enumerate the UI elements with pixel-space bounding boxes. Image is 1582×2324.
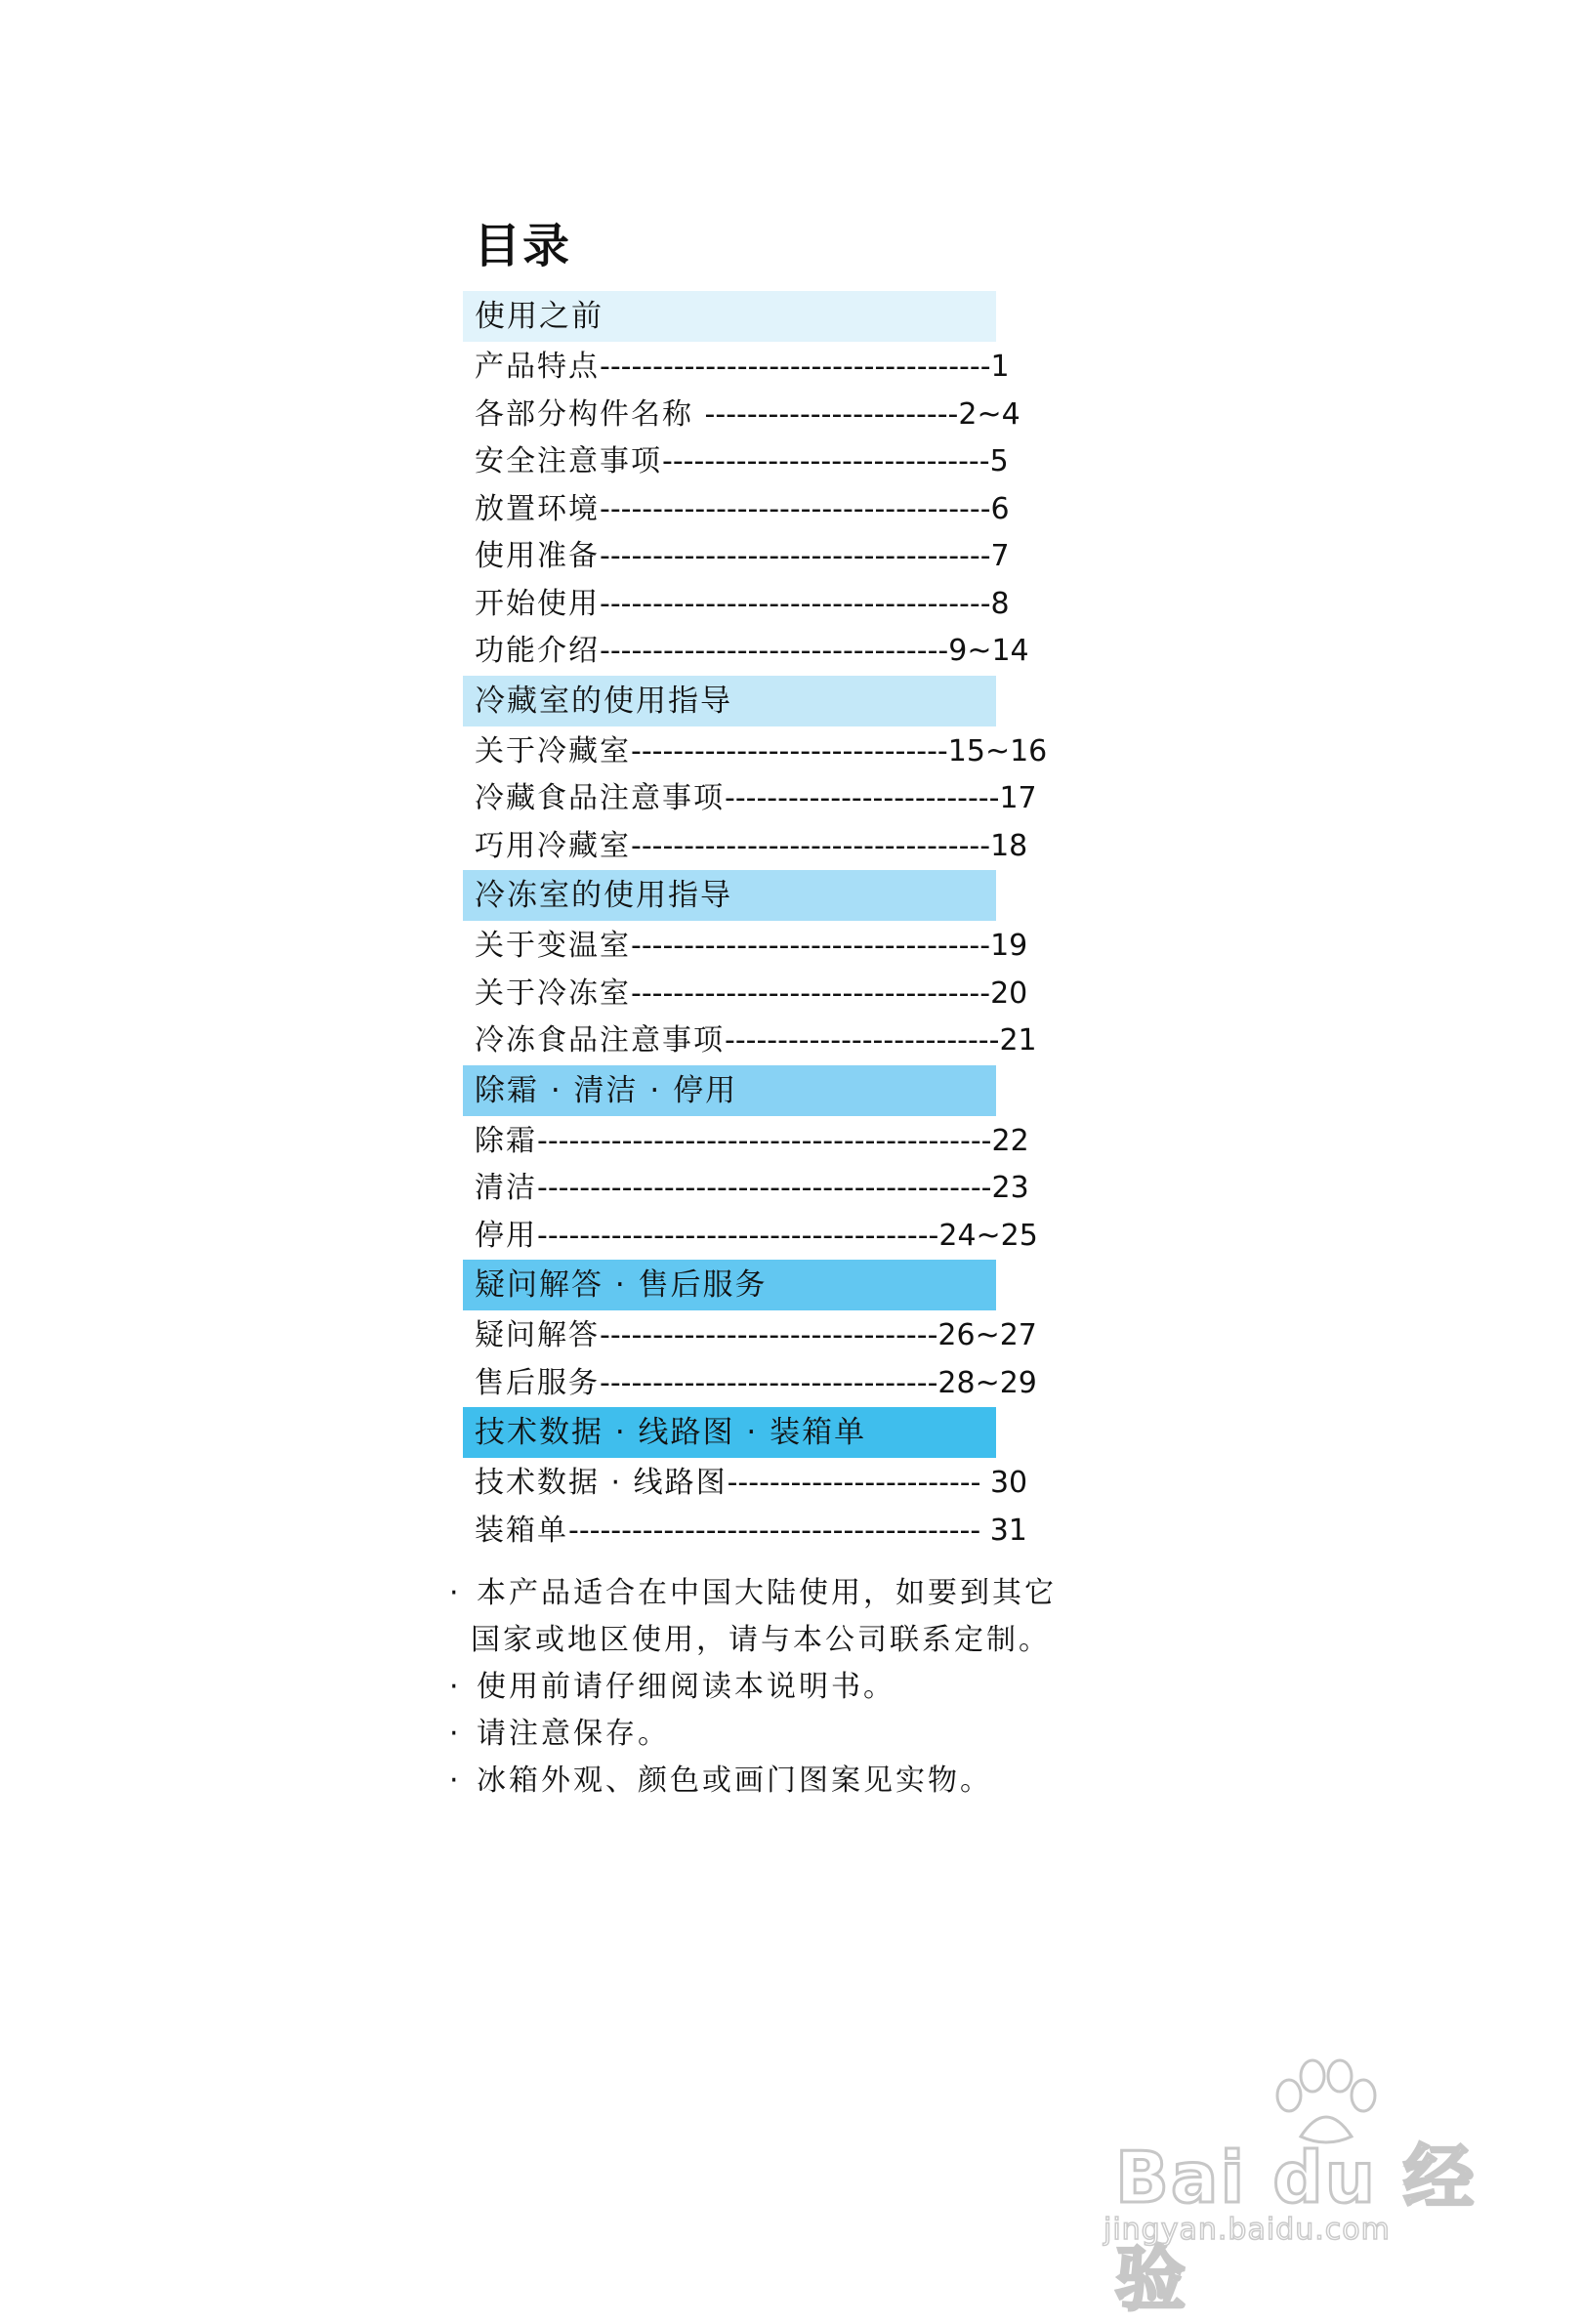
baidu-jingyan-watermark <box>1103 2058 1494 2320</box>
toc-page-number: 23 <box>991 1171 1029 1205</box>
notes-list <box>449 1570 1133 1805</box>
toc-entry <box>463 1165 1049 1213</box>
toc-leader-dashes: ---------------------------------- <box>631 828 991 863</box>
toc-page-number: 22 <box>991 1123 1029 1158</box>
note-bullet: · <box>449 1576 462 1610</box>
page-title: 目录 <box>474 219 572 273</box>
toc-section-header: 技术数据 · 线路图 · 装箱单 <box>463 1407 996 1458</box>
toc-leader-dashes: --------------------------------- <box>600 634 949 668</box>
toc-entry <box>463 1312 1049 1360</box>
toc-entry <box>463 344 1049 392</box>
note-bullet: · <box>449 1717 462 1751</box>
toc-entry <box>463 728 1049 776</box>
toc-entry-label: 疑问解答 <box>475 1318 600 1352</box>
toc-page-number: 24~25 <box>938 1218 1038 1253</box>
toc-leader-dashes: ------------------------ <box>727 1466 990 1500</box>
toc-page-number: 30 <box>989 1466 1028 1500</box>
toc-entry-label: 巧用冷藏室 <box>475 828 631 863</box>
note-item <box>449 1758 1133 1805</box>
toc-entry-label: 技术数据 · 线路图 <box>475 1466 728 1500</box>
toc-leader-dashes: ------------------------------------- <box>600 491 991 526</box>
toc-entry-label: 售后服务 <box>475 1365 600 1400</box>
toc-section-header: 除霜 · 清洁 · 停用 <box>463 1065 996 1116</box>
toc-entry <box>463 923 1049 971</box>
toc-page-number: 1 <box>990 350 1010 384</box>
toc-entry-label: 开始使用 <box>475 586 600 621</box>
toc-entry-label: 清洁 <box>475 1171 537 1205</box>
toc-entry <box>463 1360 1049 1408</box>
toc-entry-label: 除霜 <box>475 1123 537 1158</box>
toc-entry-label: 放置环境 <box>475 491 600 526</box>
toc-entry <box>463 823 1049 871</box>
toc-leader-dashes: ------------------------------------------- <box>537 1123 992 1158</box>
toc-leader-dashes: -------------------------- <box>725 781 1000 815</box>
toc-entry <box>463 1017 1049 1065</box>
note-bullet: · <box>449 1764 462 1798</box>
table-of-contents <box>463 291 1049 1555</box>
toc-page-number: 7 <box>990 539 1010 573</box>
toc-entry <box>463 775 1049 823</box>
toc-page-number: 8 <box>990 586 1010 621</box>
toc-entry-label: 停用 <box>475 1218 537 1253</box>
toc-page-number: 19 <box>990 929 1028 963</box>
note-bullet: · <box>449 1670 462 1704</box>
toc-entry-label: 功能介绍 <box>475 634 600 668</box>
toc-leader-dashes: ------------------------------ <box>631 733 948 768</box>
toc-entry-label: 冷藏食品注意事项 <box>475 781 725 815</box>
toc-page-number: 9~14 <box>948 634 1029 668</box>
toc-entry <box>463 533 1049 581</box>
toc-leader-dashes: ------------------------------------- <box>600 586 991 621</box>
note-text: 国家或地区使用，请与本公司联系定制。 <box>471 1623 1051 1657</box>
toc-section-header: 冷冻室的使用指导 <box>463 870 996 921</box>
toc-entry <box>463 438 1049 486</box>
toc-page-number: 6 <box>990 491 1010 526</box>
toc-entry <box>463 1213 1049 1261</box>
toc-entry-label: 关于变温室 <box>475 929 631 963</box>
toc-section-header: 冷藏室的使用指导 <box>463 676 996 726</box>
toc-entry-label: 各部分构件名称 <box>475 396 705 432</box>
toc-entry <box>463 628 1049 676</box>
note-item <box>449 1664 1133 1711</box>
toc-entry <box>463 1118 1049 1166</box>
toc-page-number: 17 <box>999 781 1037 815</box>
toc-leader-dashes: ---------------------------------- <box>631 929 991 963</box>
watermark-logo-text: Bai du 经验 <box>1115 2137 1477 2320</box>
toc-entry <box>463 392 1049 439</box>
toc-entry-label: 关于冷藏室 <box>475 733 631 768</box>
toc-entry <box>463 1460 1049 1508</box>
toc-leader-dashes: ------------------------ <box>704 396 959 432</box>
note-text: 使用前请仔细阅读本说明书。 <box>477 1670 895 1704</box>
note-item <box>449 1711 1133 1758</box>
toc-entry-label: 关于冷冻室 <box>475 975 631 1011</box>
note-text: 冰箱外观、颜色或画门图案见实物。 <box>477 1764 992 1798</box>
toc-page-number: 15~16 <box>947 733 1048 768</box>
toc-leader-dashes: -------------------------- <box>725 1023 1000 1058</box>
toc-leader-dashes: ------------------------------------- <box>600 350 991 384</box>
note-item <box>449 1570 1133 1617</box>
toc-entry-label: 安全注意事项 <box>475 444 662 478</box>
toc-entry-label: 产品特点 <box>475 350 600 384</box>
toc-leader-dashes: ---------------------------------- <box>631 975 991 1011</box>
toc-entry <box>463 486 1049 534</box>
toc-entry <box>463 1508 1049 1556</box>
toc-leader-dashes: ------------------------------- <box>662 444 990 478</box>
toc-page-number: 20 <box>990 975 1028 1011</box>
toc-entry-label: 冷冻食品注意事项 <box>475 1023 725 1058</box>
toc-page-number: 31 <box>989 1513 1027 1548</box>
toc-leader-dashes: -------------------------------- <box>600 1318 938 1352</box>
note-text: 本产品适合在中国大陆使用，如要到其它 <box>477 1576 1057 1610</box>
watermark-url: jingyan.baidu.com <box>1103 2213 1391 2247</box>
toc-leader-dashes: -------------------------------- <box>600 1365 938 1400</box>
toc-leader-dashes: ------------------------------------------- <box>537 1171 992 1205</box>
toc-entry-label: 使用准备 <box>475 539 600 573</box>
toc-entry <box>463 971 1049 1018</box>
toc-section-header: 使用之前 <box>463 291 996 342</box>
toc-page-number: 5 <box>989 444 1009 478</box>
toc-page-number: 26~27 <box>937 1318 1037 1352</box>
toc-leader-dashes: --------------------------------------- <box>568 1513 990 1548</box>
toc-page-number: 18 <box>990 828 1028 863</box>
toc-entry-label: 装箱单 <box>475 1513 568 1548</box>
note-text: 请注意保存。 <box>477 1717 670 1751</box>
toc-page-number: 21 <box>999 1023 1037 1058</box>
toc-page-number: 2~4 <box>958 396 1020 432</box>
note-item <box>449 1617 1133 1664</box>
toc-page-number: 28~29 <box>937 1365 1037 1400</box>
toc-leader-dashes: ------------------------------------- <box>600 539 991 573</box>
toc-section-header: 疑问解答 · 售后服务 <box>463 1260 996 1310</box>
toc-entry <box>463 581 1049 629</box>
toc-leader-dashes: -------------------------------------- <box>537 1218 939 1253</box>
